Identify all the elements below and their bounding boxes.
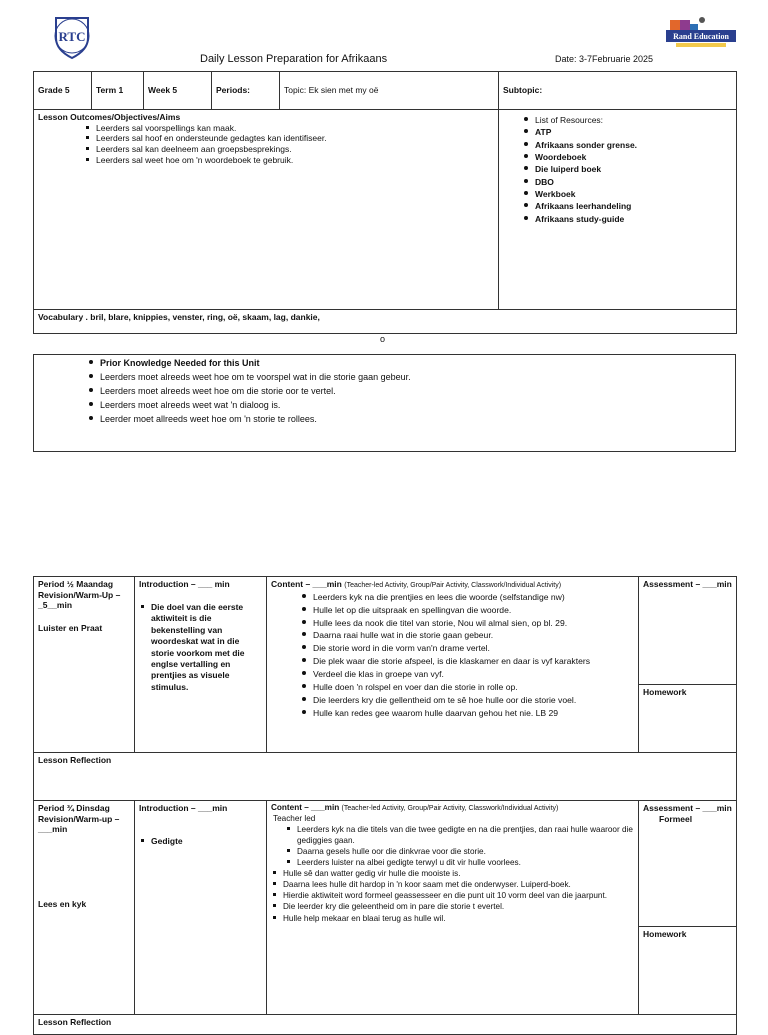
periods-cell: Periods: <box>212 72 280 110</box>
period2-content-item: Die leerder kry die geleentheid om in pare die storie t evertel. <box>271 901 634 912</box>
period1-content-title: Content – ___min <box>271 579 342 589</box>
period1-content-item: Hulle let op die uitspraak en spellingvan die woorde. <box>299 604 634 617</box>
period1-content-list <box>299 591 634 720</box>
prior-knowledge-item: Leerders moet alreeds weet hoe om te voorspel wat in die storie gaan gebeur. <box>86 371 735 385</box>
period2-assessment-title: Assessment – ___min <box>643 803 732 813</box>
period2-content-sublist <box>285 824 634 868</box>
period1-title-cell <box>34 577 135 753</box>
resource-item: DBO <box>521 176 732 188</box>
prior-knowledge-item: Leerders moet alreeds weet hoe om die storie oor te vertel. <box>86 385 735 399</box>
period2-intro-title: Introduction – ___min <box>139 803 228 813</box>
period1-intro-title: Introduction – ___ min <box>139 579 230 589</box>
topic-cell: Topic: Ek sien met my oë <box>280 72 499 110</box>
period2-content-subitem: Leerders luister na albei gedigte terwyl u dit vir hulle voorlees. <box>285 857 634 868</box>
prior-knowledge-box <box>33 354 736 452</box>
period1-reflection-cell: Lesson Reflection <box>34 753 737 801</box>
period1-homework-cell: Homework <box>639 685 737 753</box>
term-cell: Term 1 <box>92 72 144 110</box>
period2-teacher-led: Teacher led <box>273 813 316 823</box>
period2-content-item: Hulle sê dan watter gedig vir hulle die mooiste is. <box>271 868 634 879</box>
period2-content-item: Hierdie aktiwiteit word formeel geassesseer en die punt uit 10 vorm deel van die jaarpunt. <box>271 890 634 901</box>
period2-title-cell <box>34 801 135 1015</box>
school-crest-logo <box>48 12 96 60</box>
lesson-info-table <box>33 71 737 334</box>
outcome-item: Leerders sal kan deelneem aan groepsbesprekings. <box>84 144 494 155</box>
period2-content-title: Content – ___min <box>271 803 340 812</box>
resources-heading: List of Resources: <box>521 114 732 126</box>
period2-intro-cell <box>135 801 267 1015</box>
lesson-date: Date: 3-7Februarie 2025 <box>555 54 654 64</box>
prior-knowledge-list <box>86 357 735 427</box>
resource-item: Afrikaans study-guide <box>521 213 732 225</box>
period-table <box>33 576 737 1035</box>
period2-assessment-type: Formeel <box>659 813 693 824</box>
period2-intro-list <box>139 836 262 847</box>
period1-intro-item: Die doel van die eerste aktiwiteit is die bekenstelling van woordeskat wat in die storie voorkom met die englse vertalling en prentjies as visuele stimulus. <box>139 602 262 694</box>
svg-text:RTC: RTC <box>58 29 86 44</box>
period2-content-subitem: Leerders kyk na die titels van die twee gedigte en na die prentjies, dan raai hulle waaroor die gediggies gaan. <box>285 824 634 846</box>
resource-item: Woordeboek <box>521 151 732 163</box>
resource-item: Die luiperd boek <box>521 163 732 175</box>
period2-homework-cell: Homework <box>639 927 737 1015</box>
period1-intro-list <box>139 602 262 694</box>
period1-skill: Luister en Praat <box>38 622 103 633</box>
resources-list <box>521 114 732 225</box>
rand-education-logo <box>666 16 736 50</box>
prior-knowledge-heading: Prior Knowledge Needed for this Unit <box>86 357 735 371</box>
period1-title: Period ½ Maandag Revision/Warm-Up – _5__min <box>38 579 121 611</box>
resource-item: Afrikaans sonder grense. <box>521 139 732 151</box>
period1-content-item: Hulle lees da nook die titel van storie, Nou wil almal sien, op bl. 29. <box>299 617 634 630</box>
prior-knowledge-item: Leerders moet alreeds weet wat 'n dialoog is. <box>86 399 735 413</box>
period1-content-note: (Teacher-led Activity, Group/Pair Activity, Classwork/Individual Activity) <box>344 582 562 589</box>
period2-assessment-cell <box>639 801 737 927</box>
resource-item: Afrikaans leerhandeling <box>521 200 732 212</box>
period2-title: Period ¾ Dinsdag Revision/Warm-up – ___min <box>38 803 120 835</box>
period1-content-item: Hulle doen 'n rolspel en voer dan die storie in rolle op. <box>299 681 634 694</box>
resource-item: ATP <box>521 126 732 138</box>
prior-knowledge-item: Leerder moet allreeds weet hoe om 'n storie te rollees. <box>86 413 735 427</box>
page-title: Daily Lesson Preparation for Afrikaans <box>200 53 388 65</box>
subtopic-cell: Subtopic: <box>499 72 737 110</box>
outcomes-list <box>84 123 494 166</box>
outcomes-cell <box>34 110 499 310</box>
period1-content-item: Die leerders kry die gellentheid om te sê hoe hulle oor die storie voel. <box>299 694 634 707</box>
week-cell: Week 5 <box>144 72 212 110</box>
outcome-item: Leerders sal weet hoe om 'n woordeboek te gebruik. <box>84 155 494 166</box>
period1-content-item: Daarna raai hulle wat in die storie gaan gebeur. <box>299 629 634 642</box>
outcomes-heading: Lesson Outcomes/Objectives/Aims <box>38 112 181 122</box>
resource-item: Werkboek <box>521 188 732 200</box>
outcome-item: Leerders sal hoof en ondersteunde gedagtes kan identifiseer. <box>84 133 494 144</box>
grade-cell: Grade 5 <box>34 72 92 110</box>
period1-content-item: Die storie word in die vorm van'n drame vertel. <box>299 642 634 655</box>
period1-content-item: Leerders kyk na die prentjies en lees die woorde (selfstandige nw) <box>299 591 634 604</box>
period2-content-item: Daarna lees hulle dit hardop in 'n koor saam met die onderwyser. Luiperd-boek. <box>271 879 634 890</box>
period2-content-item: Hulle help mekaar en blaai terug as hulle wil. <box>271 913 634 924</box>
period1-content-item: Die plek waar die storie afspeel, is die klaskamer en daar is vyf karakters <box>299 655 634 668</box>
period1-content-item: Hulle kan redes gee waarom hulle daarvan gehou het nie. LB 29 <box>299 707 634 720</box>
svg-text:Rand Education: Rand Education <box>673 32 729 41</box>
vocabulary-cell: Vocabulary . bril, blare, knippies, venster, ring, oë, skaam, lag, dankie, <box>34 310 737 334</box>
period2-content-list <box>271 868 634 923</box>
period1-assessment-cell: Assessment – ___min <box>639 577 737 685</box>
resources-cell <box>499 110 737 310</box>
separator-mark: o <box>380 334 386 344</box>
period2-reflection-cell: Lesson Reflection <box>34 1015 737 1035</box>
period1-content-item: Verdeel die klas in groepe van vyf. <box>299 668 634 681</box>
period2-content-subitem: Daarna gesels hulle oor die dinkvrae voor die storie. <box>285 846 634 857</box>
period1-content-cell <box>267 577 639 753</box>
period2-content-note: (Teacher-led Activity, Group/Pair Activity, Classwork/Individual Activity) <box>341 805 559 812</box>
period2-skill: Lees en kyk <box>38 898 87 909</box>
period2-intro-item: Gedigte <box>139 836 262 847</box>
period2-content-cell <box>267 801 639 1015</box>
outcome-item: Leerders sal voorspellings kan maak. <box>84 123 494 134</box>
period1-intro-cell <box>135 577 267 753</box>
